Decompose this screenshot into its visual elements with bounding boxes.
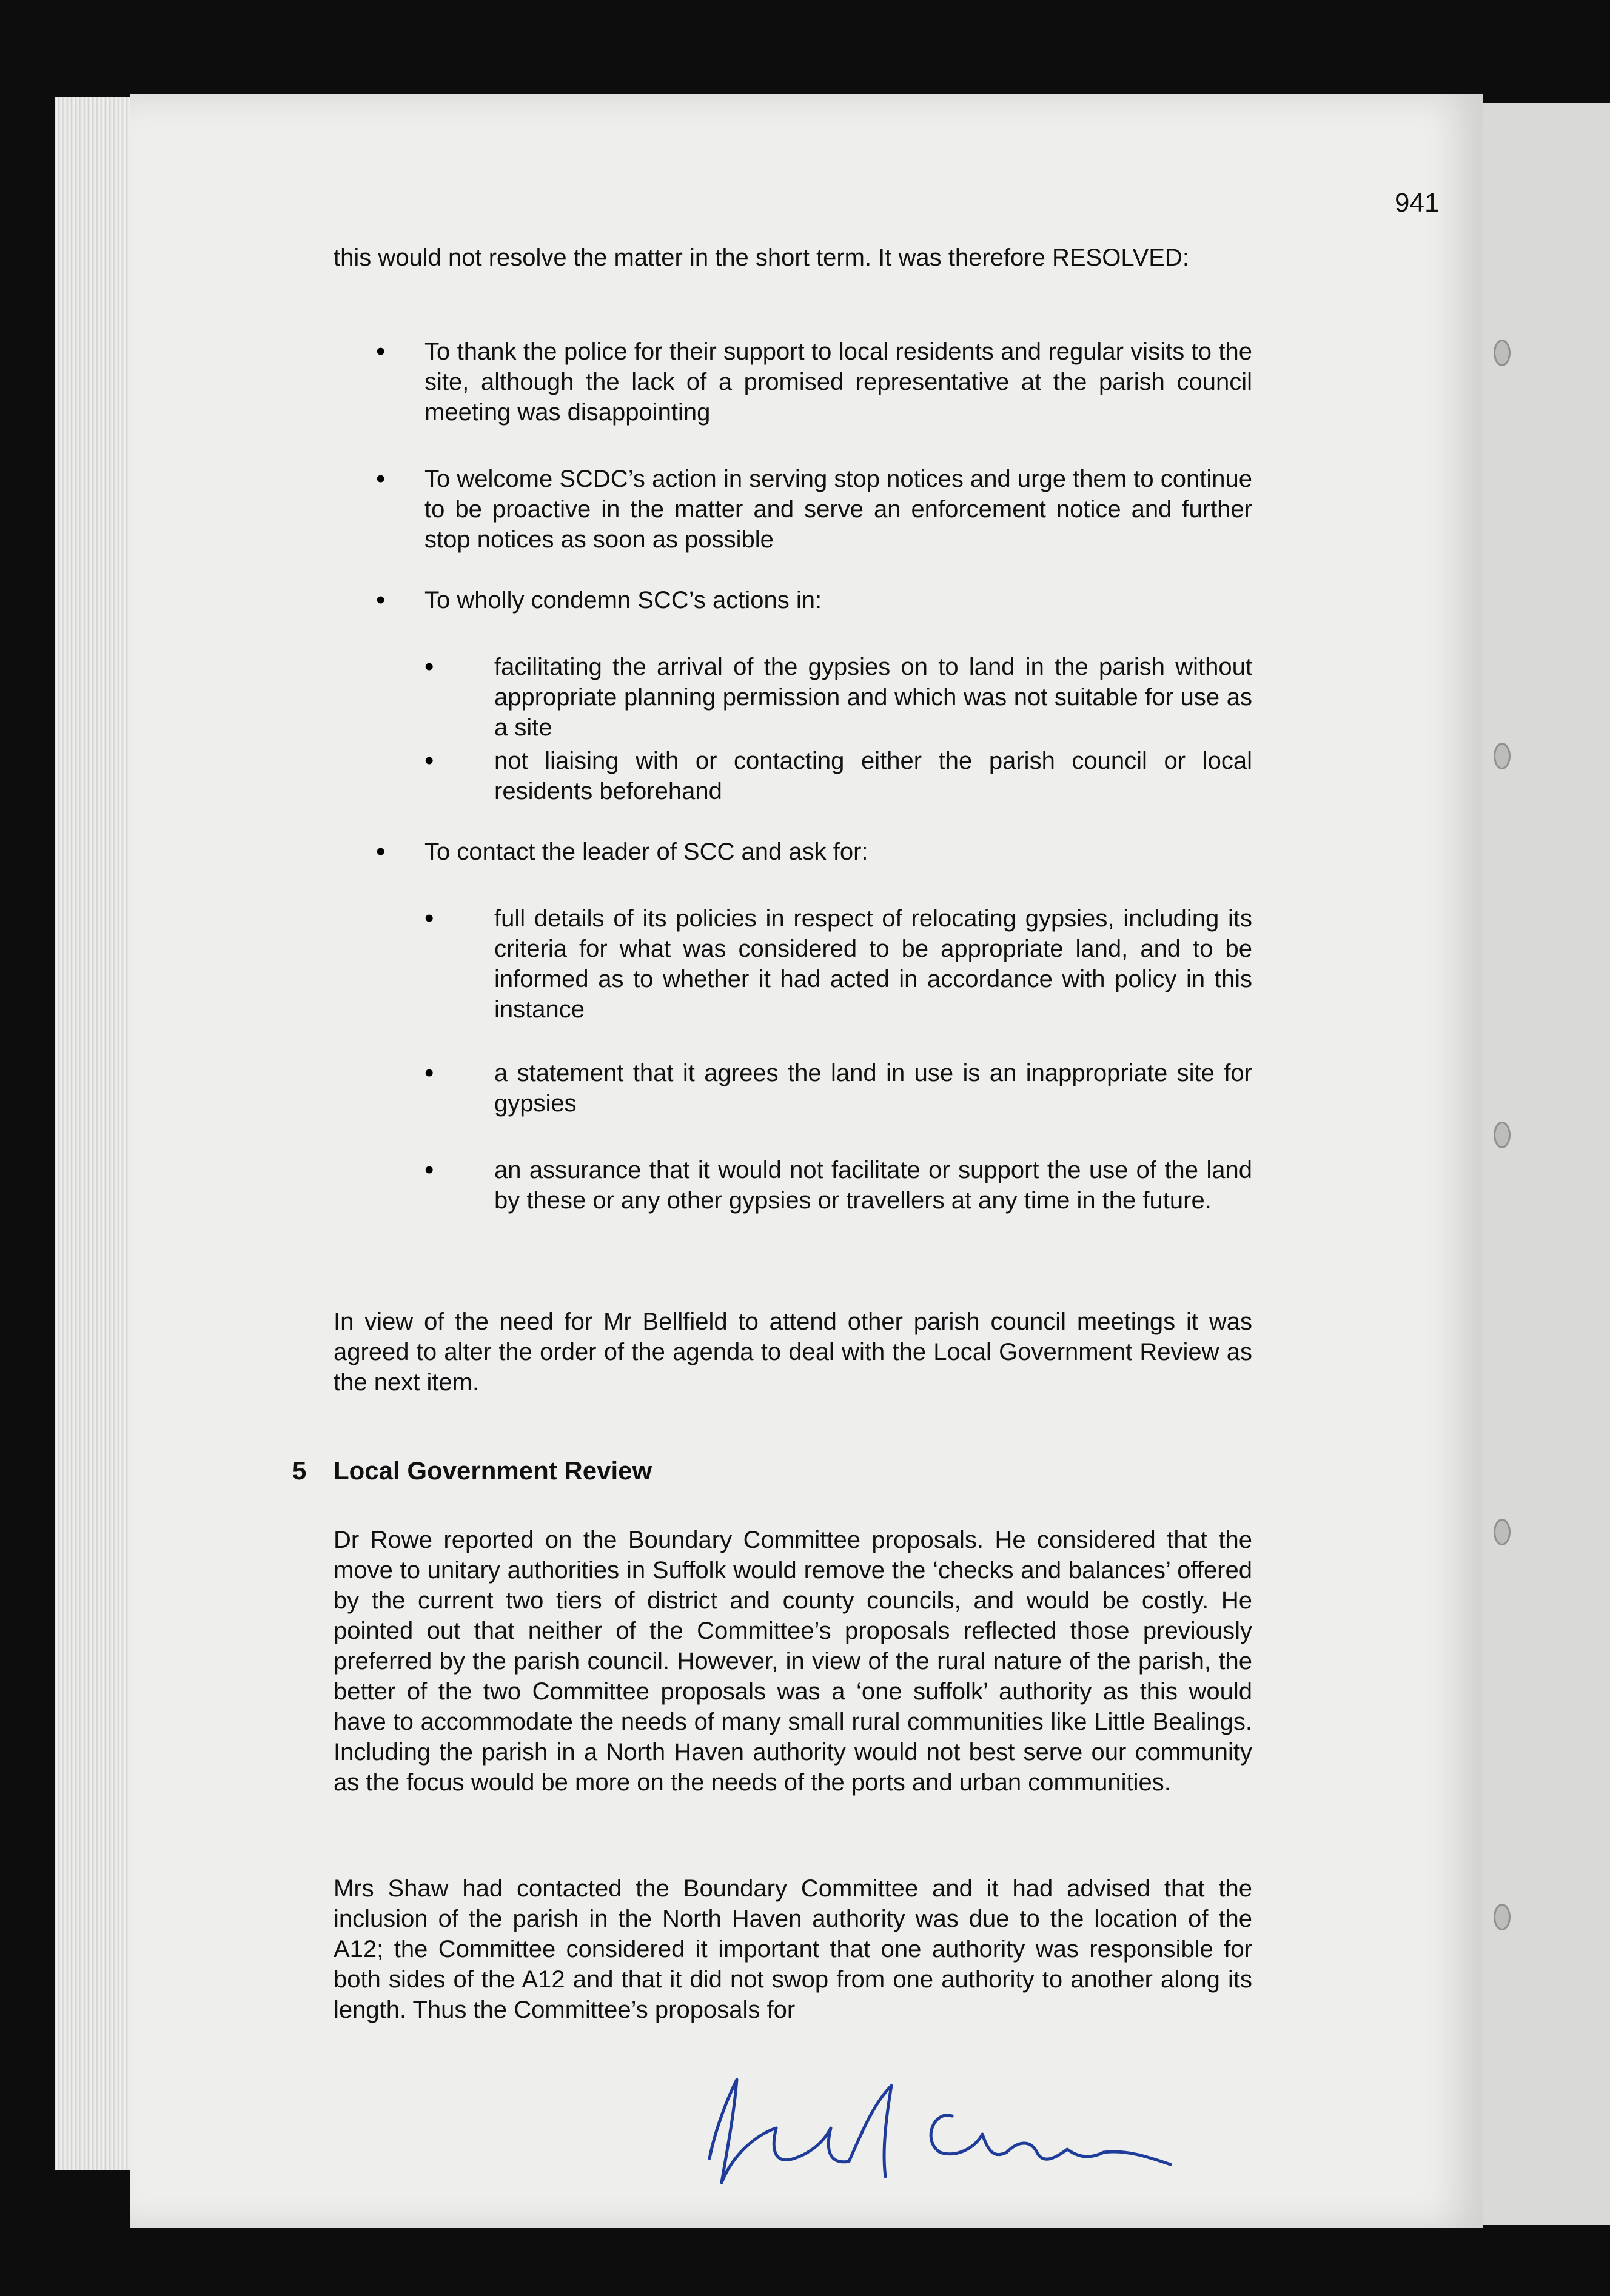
agenda-paragraph: In view of the need for Mr Bellfield to attend other parish council meetings it was agreed to alter the order of the agenda to deal with the Local Government Review as the next item. xyxy=(334,1308,1252,1396)
binder-hole xyxy=(1494,340,1511,366)
sub-item: an assurance that it would not facilitate or support the use of the land by these or any other gypsies or travellers at any time in the future. xyxy=(494,1157,1252,1214)
section-number: 5 xyxy=(292,1456,307,1485)
sub-item: not liaising with or contacting either the parish council or local residents beforehand xyxy=(494,748,1252,805)
page-number: 941 xyxy=(1395,188,1440,218)
resolution-item: To thank the police for their support to local residents and regular visits to the site, although the lack of a promised representative at the parish council meeting was disappointing xyxy=(424,338,1252,426)
section-heading: Local Government Review xyxy=(334,1456,652,1485)
bullet-icon: • xyxy=(424,1058,434,1088)
bullet-icon: • xyxy=(376,837,386,866)
bullet-icon: • xyxy=(424,652,434,681)
resolution-item: To contact the leader of SCC and ask for: xyxy=(424,838,868,865)
page-edges xyxy=(55,97,133,2170)
bullet-icon: • xyxy=(376,585,386,615)
bullet-icon: • xyxy=(376,336,386,366)
sub-item: full details of its policies in respect of relocating gypsies, including its criteria for what was considered to be appropriate land, and to be informed as to whether it had acted in accordance with policy in this instance xyxy=(494,905,1252,1023)
binder-hole xyxy=(1494,743,1511,769)
bullet-icon: • xyxy=(424,903,434,933)
resolution-item: To welcome SCDC’s action in serving stop notices and urge them to continue to be proactive in the matter and serve an enforcement notice and further stop notices as soon as possible xyxy=(424,466,1252,553)
signature xyxy=(691,2061,1189,2201)
binder-hole xyxy=(1494,1519,1511,1545)
resolution-item: To wholly condemn SCC’s actions in: xyxy=(424,587,822,614)
bullet-icon: • xyxy=(424,746,434,775)
bullet-icon: • xyxy=(376,464,386,494)
sub-item: a statement that it agrees the land in use is an inappropriate site for gypsies xyxy=(494,1060,1252,1117)
shaw-paragraph: Mrs Shaw had contacted the Boundary Committee and it had advised that the inclusion of the parish in the North Haven authority was due to the location of the A12; the Committee considered it important that one authority was responsible for both sides of the A12 and that it did not swop from one authority to another along its length. Thus the Committee’s proposals for xyxy=(334,1875,1252,2023)
rowe-paragraph: Dr Rowe reported on the Boundary Committee proposals. He considered that the move to unitary authorities in Suffolk would remove the ‘checks and balances’ offered by the current two tiers of district and county councils, and would be costly. He pointed out that neither of the Committee’s proposals reflected those previously preferred by the parish council. However, in view of the rural nature of the parish, the better of the two Committee proposals was a ‘one suffolk’ authority as this would have to accommodate the needs of many small rural communities like Little Bealings. Including the parish in a North Haven authority would not best serve our community as the focus would be more on the needs of the ports and urban communities. xyxy=(334,1527,1252,1796)
sub-item: facilitating the arrival of the gypsies on to land in the parish without appropriate planning permission and which was not suitable for use as a site xyxy=(494,654,1252,741)
binder-hole xyxy=(1494,1122,1511,1148)
intro-paragraph: this would not resolve the matter in the short term. It was therefore RESOLVED: xyxy=(334,244,1189,271)
binder-hole xyxy=(1494,1904,1511,1930)
bullet-icon: • xyxy=(424,1155,434,1185)
